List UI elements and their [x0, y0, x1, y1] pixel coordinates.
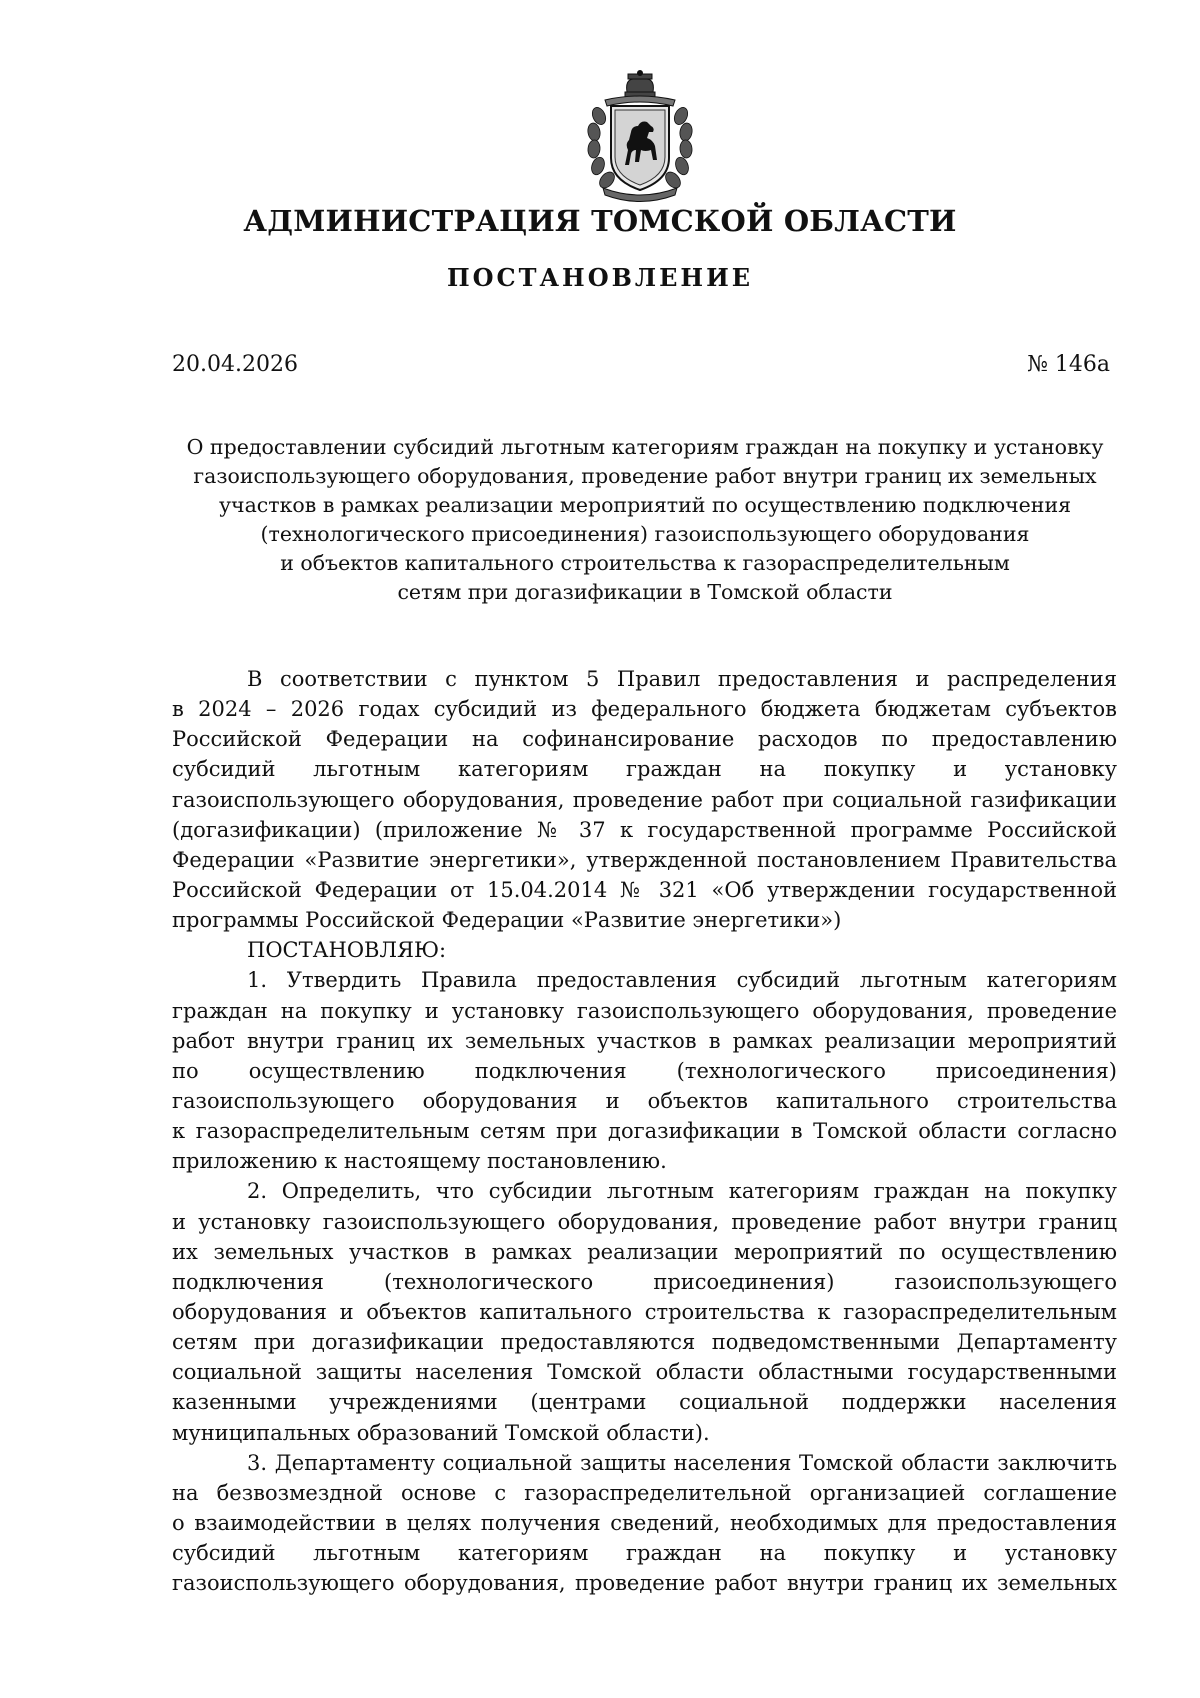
document-type-title: ПОСТАНОВЛЕНИЕ [446, 263, 754, 292]
body-line: ПОСТАНОВЛЯЮ: [247, 938, 447, 963]
organization-title: АДМИНИСТРАЦИЯ ТОМСКОЙ ОБЛАСТИ [243, 204, 957, 238]
document-body [172, 664, 1117, 1598]
body-line: социальной защиты населения Томской области областными государственными [172, 1360, 1117, 1385]
body-line: программы Российской Федерации «Развитие энергетики») [172, 908, 842, 933]
subject-line: О предоставлении субсидий льготным категориям граждан на покупку и установку [186, 435, 1104, 459]
body-line: 1. Утвердить Правила предоставления субсидий льготным категориям [247, 968, 1117, 993]
body-line: казенными учреждениями (центрами социальной поддержки населения [172, 1390, 1117, 1415]
subject-line: газоиспользующего оборудования, проведение работ внутри границ их земельных [193, 464, 1097, 488]
body-line: муниципальных образований Томской области). [172, 1420, 710, 1445]
body-line: о взаимодействии в целях получения сведений, необходимых для предоставления [172, 1510, 1117, 1535]
body-line: субсидий льготным категориям граждан на покупку и установку [172, 1541, 1117, 1566]
subject-line: и объектов капитального строительства к газораспределительным [280, 551, 1010, 575]
body-line: газоиспользующего оборудования и объектов капитального строительства [172, 1088, 1117, 1113]
body-line: по осуществлению подключения (технологического присоединения) [172, 1058, 1117, 1083]
body-line: их земельных участков в рамках реализации мероприятий по осуществлению [172, 1239, 1117, 1264]
body-line: (догазификации) (приложение № 37 к государственной программе Российской [172, 817, 1117, 842]
body-line: газоиспользующего оборудования, проведение работ внутри границ их земельных [172, 1571, 1117, 1596]
body-line: Федерации «Развитие энергетики», утвержденной постановлением Правительства [172, 847, 1117, 872]
subject-line: участков в рамках реализации мероприятий по осуществлению подключения [218, 493, 1072, 517]
body-line: работ внутри границ их земельных участков в рамках реализации мероприятий [172, 1028, 1117, 1053]
body-line: сетям при догазификации предоставляются подведомственными Департаменту [172, 1330, 1117, 1355]
document-subject [160, 433, 1130, 607]
body-line: подключения (технологического присоединения) газоиспользующего [172, 1269, 1117, 1294]
body-line: к газораспределительным сетям при догазификации в Томской области согласно [172, 1119, 1117, 1144]
coat-of-arms-emblem [585, 70, 695, 202]
body-line: 3. Департаменту социальной защиты населения Томской области заключить [247, 1450, 1117, 1475]
body-line: газоиспользующего оборудования, проведение работ при социальной газификации [172, 787, 1117, 812]
body-line: на безвозмездной основе с газораспределительной организацией соглашение [172, 1480, 1117, 1505]
subject-line: (технологического присоединения) газоиспользующего оборудования [260, 522, 1030, 546]
body-line: субсидий льготным категориям граждан на покупку и установку [172, 757, 1117, 782]
body-line: оборудования и объектов капитального строительства к газораспределительным [172, 1299, 1117, 1324]
body-line: и установку газоиспользующего оборудования, проведение работ внутри границ [172, 1209, 1117, 1234]
body-line: В соответствии с пунктом 5 Правил предоставления и распределения [247, 667, 1117, 691]
body-line: Российской Федерации на софинансирование расходов по предоставлению [172, 727, 1117, 752]
document-number: № 146а [1027, 352, 1110, 377]
body-line: Российской Федерации от 15.04.2014 № 321 «Об утверждении государственной [172, 877, 1117, 902]
body-line: приложению к настоящему постановлению. [172, 1149, 667, 1174]
subject-line: сетям при догазификации в Томской области [397, 580, 893, 604]
body-line: 2. Определить, что субсидии льготным категориям граждан на покупку [247, 1179, 1117, 1204]
body-line: граждан на покупку и установку газоиспользующего оборудования, проведение [172, 998, 1117, 1023]
body-line: в 2024 – 2026 годах субсидий из федерального бюджета бюджетам субъектов [172, 697, 1117, 722]
document-date: 20.04.2026 [172, 352, 298, 377]
